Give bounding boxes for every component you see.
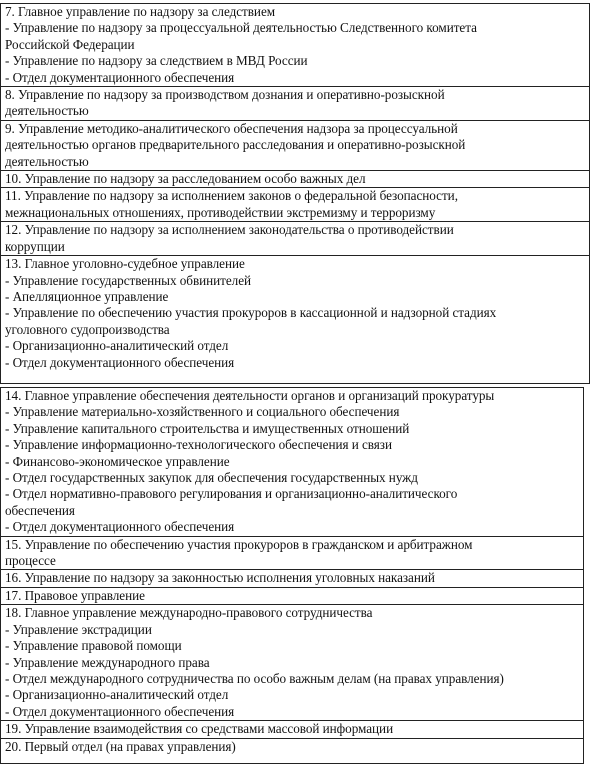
table-row [1, 588, 583, 605]
row-line: деятельностью [5, 103, 89, 119]
row-heading: 9. Управление методико-аналитического обеспечения надзора за процессуальной [5, 120, 458, 136]
row-heading: 20. Первый отдел (на правах управления) [5, 738, 236, 754]
table-row [1, 537, 583, 571]
row-line: - Отдел международного сотрудничества по особо важным делам (на правах управления) [5, 670, 504, 686]
row-line: деятельностью [5, 153, 89, 169]
table-row [1, 87, 589, 121]
row-heading: 14. Главное управление обеспечения деятельности органов и организаций прокуратуры [5, 388, 495, 403]
row-line: - Управление экстрадиции [5, 621, 152, 637]
row-line: - Управление по обеспечению участия прокуроров в кассационной и надзорной стадиях [5, 305, 497, 321]
row-line: коррупции [5, 238, 65, 254]
row-line: обеспечения [5, 502, 75, 518]
row-line: межнациональных отношениях, противодействии экстремизму и терроризму [5, 204, 436, 220]
row-line: уголовного судопроизводства [5, 321, 170, 337]
table-row [1, 388, 583, 537]
row-heading: 8. Управление по надзору за производством дознания и оперативно-розыскной [5, 87, 445, 103]
row-line: деятельностью органов предварительного расследования и оперативно-розыскной [5, 137, 466, 153]
row-heading: 17. Правовое управление [5, 587, 145, 603]
row-line: - Управление информационно-технологического обеспечения и связи [5, 437, 392, 453]
row-heading: 16. Управление по надзору за законностью исполнения уголовных наказаний [5, 570, 435, 586]
table-row [1, 171, 589, 188]
row-line: Российской Федерации [5, 36, 135, 52]
row-heading: 12. Управление по надзору за исполнением законодательства о противодействии [5, 222, 454, 238]
table-row [1, 570, 583, 587]
row-heading: 10. Управление по надзору за расследованием особо важных дел [5, 171, 366, 187]
row-heading: 7. Главное управление по надзору за следствием [5, 4, 276, 19]
row-line: - Отдел нормативно-правового регулирования и организационно-аналитического [5, 486, 458, 502]
row-line: - Апелляционное управление [5, 288, 169, 304]
table-row [1, 605, 583, 721]
row-line: - Отдел государственных закупок для обеспечения государственных нужд [5, 470, 418, 486]
table-row [1, 256, 589, 371]
row-heading: 18. Главное управление международно-правового сотрудничества [5, 605, 373, 621]
table-row [1, 188, 589, 222]
row-line: - Организационно-аналитический отдел [5, 687, 229, 703]
structure-table-bottom [0, 387, 584, 764]
row-line: - Финансово-экономическое управление [5, 453, 230, 469]
row-line: - Управление правовой помощи [5, 638, 182, 654]
row-line: процессе [5, 553, 56, 569]
row-line: - Управление международного права [5, 654, 210, 670]
table-row [1, 121, 589, 171]
row-line: - Управление государственных обвинителей [5, 272, 252, 288]
row-line: - Управление по надзору за следствием в МВД России [5, 53, 308, 69]
table-row [1, 4, 589, 87]
row-line: - Управление по надзору за процессуальной деятельностью Следственного комитета [5, 20, 477, 36]
row-line: - Отдел документационного обеспечения [5, 519, 235, 535]
table-row [1, 222, 589, 256]
row-heading: 19. Управление взаимодействия со средствами массовой информации [5, 721, 394, 737]
row-heading: 13. Главное уголовно-судебное управление [5, 256, 245, 272]
structure-table-top [0, 3, 590, 384]
row-line: - Отдел документационного обеспечения [5, 354, 235, 370]
row-line: - Отдел документационного обеспечения [5, 69, 235, 85]
table-row [1, 721, 583, 738]
table-row [1, 739, 583, 755]
row-line: - Управление материально-хозяйственного и социального обеспечения [5, 404, 400, 420]
row-line: - Отдел документационного обеспечения [5, 703, 235, 719]
row-line: - Организационно-аналитический отдел [5, 338, 229, 354]
row-heading: 11. Управление по надзору за исполнением законов о федеральной безопасности, [5, 188, 458, 204]
row-line: - Управление капитального строительства и имущественных отношений [5, 420, 410, 436]
row-heading: 15. Управление по обеспечению участия прокуроров в гражданском и арбитражном [5, 536, 473, 552]
